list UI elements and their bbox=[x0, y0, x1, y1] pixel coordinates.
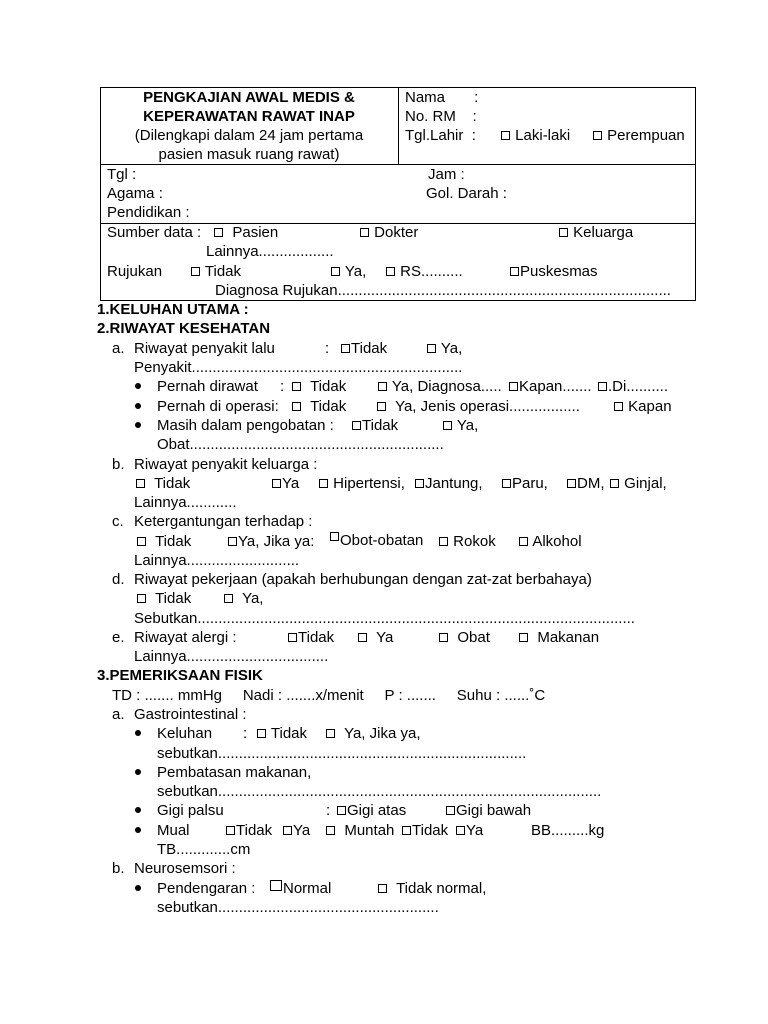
muntah-tidak-checkbox[interactable] bbox=[402, 826, 411, 835]
alkohol-option[interactable]: Alkohol bbox=[519, 533, 582, 551]
normal-checkbox[interactable] bbox=[270, 880, 282, 891]
keluarga-tidak-checkbox[interactable] bbox=[136, 479, 145, 488]
form-title-line2: KEPERAWATAN RAWAT INAP bbox=[143, 108, 355, 125]
alergi-ya-checkbox[interactable] bbox=[358, 633, 367, 642]
mual-ya-option[interactable]: Ya bbox=[283, 822, 310, 840]
mual-tidak-option[interactable]: Tidak bbox=[226, 822, 272, 840]
pekerjaan-tidak-option[interactable]: Tidak bbox=[137, 590, 191, 608]
operasi-kapan-option[interactable]: Kapan bbox=[614, 398, 672, 416]
operasi-ya-checkbox[interactable] bbox=[377, 402, 386, 411]
puskesmas-checkbox[interactable] bbox=[510, 267, 519, 276]
bb-field: BB.........kg bbox=[531, 822, 605, 839]
dokter-checkbox[interactable] bbox=[360, 228, 369, 237]
operasi-ya-option[interactable]: Ya, Jenis operasi................. bbox=[377, 398, 580, 416]
riwayat-pekerjaan-label: Riwayat pekerjaan (apakah berhubungan dengan zat-zat berbahaya) bbox=[134, 571, 592, 588]
dm-option[interactable]: DM, bbox=[567, 475, 605, 493]
dm-checkbox[interactable] bbox=[567, 479, 576, 488]
keluarga-tidak-option[interactable]: Tidak bbox=[136, 475, 190, 493]
rokok-checkbox[interactable] bbox=[439, 537, 448, 546]
paru-checkbox[interactable] bbox=[502, 479, 511, 488]
ketergantungan-label: Ketergantungan terhadap : bbox=[134, 513, 313, 530]
tb-field: TB.............cm bbox=[157, 841, 251, 858]
table-border-right bbox=[695, 87, 696, 301]
pemeriksaan-fisik-heading: 3.PEMERIKSAAN FISIK bbox=[97, 667, 263, 684]
hipertensi-checkbox[interactable] bbox=[319, 479, 328, 488]
keluarga-checkbox[interactable] bbox=[559, 228, 568, 237]
dirawat-ya-checkbox[interactable] bbox=[378, 382, 387, 391]
dirawat-kapan-option[interactable]: Kapan....... bbox=[509, 378, 592, 396]
pendengaran-tidak-normal-option[interactable]: Tidak normal, bbox=[378, 880, 486, 898]
alergi-obat-checkbox[interactable] bbox=[439, 633, 448, 642]
mual-ya-checkbox[interactable] bbox=[283, 826, 292, 835]
gastrointestinal-label: Gastrointestinal : bbox=[134, 706, 247, 723]
alergi-ya-option[interactable]: Ya bbox=[358, 629, 393, 647]
bullet bbox=[135, 403, 141, 409]
gigi-atas-checkbox[interactable] bbox=[337, 806, 346, 815]
alergi-makanan-checkbox[interactable] bbox=[519, 633, 528, 642]
dirawat-tidak-option[interactable]: Tidak bbox=[292, 378, 346, 396]
keluhan-tidak-checkbox[interactable] bbox=[257, 729, 266, 738]
sebutkan-pendengaran: sebutkan..................................................... bbox=[157, 899, 439, 916]
hipertensi-option[interactable]: Hipertensi, bbox=[319, 475, 405, 493]
form-title-line1: PENGKAJIAN AWAL MEDIS & bbox=[143, 89, 355, 106]
penyakit-lalu-ya-checkbox[interactable] bbox=[427, 344, 436, 353]
keluhan-ya-option[interactable]: Ya, Jika ya, bbox=[326, 725, 421, 743]
pernah-operasi-label: Pernah di operasi: bbox=[157, 398, 279, 415]
form-subtitle-line2: pasien masuk ruang rawat) bbox=[158, 146, 340, 163]
rujukan-tidak-option[interactable]: Tidak bbox=[191, 263, 241, 281]
sumber-keluarga-option[interactable]: Keluarga bbox=[559, 224, 633, 242]
bullet bbox=[135, 885, 141, 891]
sebutkan-keluhan: sebutkan.......................................................................... bbox=[157, 745, 527, 762]
mual-tidak-checkbox[interactable] bbox=[226, 826, 235, 835]
keluhan-label: Keluhan bbox=[157, 725, 213, 742]
mual-label: Mual bbox=[157, 822, 190, 839]
sebutkan-pekerjaan: Sebutkan......................................................................................................... bbox=[134, 610, 635, 627]
muntah-ya-option[interactable]: Ya bbox=[456, 822, 483, 840]
bullet bbox=[135, 807, 141, 813]
penyakit-lalu-ya-option[interactable]: Ya, bbox=[427, 340, 462, 358]
sumber-data-label: Sumber data : bbox=[107, 224, 202, 241]
ginjal-checkbox[interactable] bbox=[610, 479, 619, 488]
lainnya-ketergantungan: Lainnya........................... bbox=[134, 552, 300, 569]
vital-signs: TD : ....... mmHg Nadi : .......x/menit P : ....... Suhu : ......˚C bbox=[112, 687, 546, 704]
alergi-tidak-checkbox[interactable] bbox=[288, 633, 297, 642]
item-b-label: b. bbox=[112, 456, 125, 473]
bullet bbox=[135, 422, 141, 428]
muntah-ya-checkbox[interactable] bbox=[456, 826, 465, 835]
dirawat-ya-option[interactable]: Ya, Diagnosa..... bbox=[378, 378, 502, 396]
pengobatan-ya-checkbox[interactable] bbox=[443, 421, 452, 430]
operasi-tidak-checkbox[interactable] bbox=[292, 402, 301, 411]
gigi-palsu-label: Gigi palsu bbox=[157, 802, 224, 819]
obat-obatan-option[interactable]: Obot-obatan bbox=[330, 532, 423, 550]
sebutkan-pembatasan: sebutkan............................................................................................ bbox=[157, 783, 602, 800]
colon: : bbox=[280, 378, 285, 395]
gigi-bawah-option[interactable]: Gigi bawah bbox=[446, 802, 531, 820]
penyakit-lalu-tidak-checkbox[interactable] bbox=[341, 344, 350, 353]
muntah-option[interactable]: Muntah bbox=[326, 822, 394, 840]
muntah-checkbox[interactable] bbox=[326, 826, 335, 835]
ketergantungan-tidak-option[interactable]: Tidak bbox=[137, 533, 191, 551]
bullet bbox=[135, 383, 141, 389]
keluhan-tidak-option[interactable]: Tidak bbox=[257, 725, 307, 743]
riwayat-keluarga-label: Riwayat penyakit keluarga : bbox=[134, 456, 318, 473]
jantung-checkbox[interactable] bbox=[415, 479, 424, 488]
gigi-bawah-checkbox[interactable] bbox=[446, 806, 455, 815]
obat-obatan-checkbox[interactable] bbox=[330, 532, 339, 541]
riwayat-kesehatan-heading: 2.RIWAYAT KESEHATAN bbox=[97, 320, 271, 337]
pengobatan-tidak-checkbox[interactable] bbox=[352, 421, 361, 430]
pekerjaan-ya-option[interactable]: Ya, bbox=[224, 590, 263, 608]
sumber-lainnya: Lainnya.................. bbox=[206, 243, 334, 260]
keluhan-utama-heading: 1.KELUHAN UTAMA : bbox=[97, 301, 249, 318]
tgllahir-label: Tgl.Lahir : bbox=[405, 127, 476, 144]
pendengaran-label: Pendengaran : bbox=[157, 880, 256, 897]
pendidikan-label: Pendidikan : bbox=[107, 204, 190, 221]
rs-checkbox[interactable] bbox=[386, 267, 395, 276]
pengobatan-ya-option[interactable]: Ya, bbox=[443, 417, 478, 435]
paru-option[interactable]: Paru, bbox=[502, 475, 548, 493]
operasi-kapan-checkbox[interactable] bbox=[614, 402, 623, 411]
rujukan-ya-option[interactable]: Ya, bbox=[331, 263, 366, 281]
pernah-dirawat-label: Pernah dirawat bbox=[157, 378, 258, 395]
operasi-tidak-option[interactable]: Tidak bbox=[292, 398, 346, 416]
riwayat-alergi-label: Riwayat alergi : bbox=[134, 629, 237, 646]
pendengaran-normal-option[interactable]: Normal bbox=[270, 880, 331, 898]
item-a-label: a. bbox=[112, 340, 125, 357]
riwayat-penyakit-lalu-label: Riwayat penyakit lalu bbox=[134, 340, 275, 357]
ketergantungan-ya-checkbox[interactable] bbox=[228, 537, 237, 546]
ketergantungan-tidak-checkbox[interactable] bbox=[137, 537, 146, 546]
tidak-normal-checkbox[interactable] bbox=[378, 884, 387, 893]
keluarga-ya-option[interactable]: Ya bbox=[272, 475, 299, 493]
pembatasan-makanan-label: Pembatasan makanan, bbox=[157, 764, 312, 781]
gigi-atas-option[interactable]: Gigi atas bbox=[337, 802, 406, 820]
laki-laki-checkbox[interactable] bbox=[501, 131, 510, 140]
bullet bbox=[135, 827, 141, 833]
item-c-label: c. bbox=[112, 513, 124, 530]
muntah-tidak-option[interactable]: Tidak bbox=[402, 822, 448, 840]
rujukan-puskesmas-option[interactable]: Puskesmas bbox=[510, 263, 598, 281]
tgl-label: Tgl : bbox=[107, 166, 137, 183]
keluhan-ya-checkbox[interactable] bbox=[326, 729, 335, 738]
lainnya-keluarga: Lainnya............ bbox=[134, 494, 237, 511]
item-e-label: e. bbox=[112, 629, 125, 646]
rujukan-tidak-checkbox[interactable] bbox=[191, 267, 200, 276]
goldarah-label: Gol. Darah : bbox=[426, 185, 507, 202]
perempuan-option[interactable]: Perempuan bbox=[593, 127, 685, 145]
item-a-label: a. bbox=[112, 706, 125, 723]
dirawat-di-option[interactable]: .Di.......... bbox=[598, 378, 668, 396]
pekerjaan-tidak-checkbox[interactable] bbox=[137, 594, 146, 603]
jantung-option[interactable]: Jantung, bbox=[415, 475, 483, 493]
rujukan-rs-option[interactable]: RS.......... bbox=[386, 263, 463, 281]
ketergantungan-ya-option[interactable]: Ya, Jika ya: bbox=[228, 533, 314, 551]
dirawat-tidak-checkbox[interactable] bbox=[292, 382, 301, 391]
neurosensori-label: Neurosemsori : bbox=[134, 860, 236, 877]
nama-label: Nama : bbox=[405, 89, 479, 106]
table-header-divider bbox=[398, 87, 399, 165]
alergi-makanan-option[interactable]: Makanan bbox=[519, 629, 599, 647]
colon: : bbox=[325, 340, 330, 357]
laki-laki-option[interactable]: Laki-laki bbox=[501, 127, 570, 145]
bullet bbox=[135, 769, 141, 775]
masih-pengobatan-label: Masih dalam pengobatan : bbox=[157, 417, 334, 434]
rokok-option[interactable]: Rokok bbox=[439, 533, 496, 551]
jam-label: Jam : bbox=[428, 166, 465, 183]
rujukan-ya-checkbox[interactable] bbox=[331, 267, 340, 276]
pekerjaan-ya-checkbox[interactable] bbox=[224, 594, 233, 603]
perempuan-checkbox[interactable] bbox=[593, 131, 602, 140]
colon: : bbox=[243, 725, 248, 742]
penyakit-field: Penyakit................................................................. bbox=[134, 359, 463, 376]
ginjal-option[interactable]: Ginjal, bbox=[610, 475, 667, 493]
keluarga-ya-checkbox[interactable] bbox=[272, 479, 281, 488]
diagnosa-rujukan: Diagnosa Rujukan................................................................................ bbox=[215, 282, 671, 299]
alergi-obat-option[interactable]: Obat bbox=[439, 629, 490, 647]
kapan-checkbox[interactable] bbox=[509, 382, 518, 391]
di-checkbox[interactable] bbox=[598, 382, 607, 391]
colon: : bbox=[326, 802, 331, 819]
sumber-pasien-option[interactable]: Pasien bbox=[214, 224, 278, 242]
pasien-checkbox[interactable] bbox=[214, 228, 223, 237]
agama-label: Agama : bbox=[107, 185, 163, 202]
penyakit-lalu-tidak-option[interactable]: Tidak bbox=[341, 340, 387, 358]
obat-field: Obat............................................................. bbox=[157, 436, 444, 453]
bullet bbox=[135, 730, 141, 736]
form-subtitle-line1: (Dilengkapi dalam 24 jam pertama bbox=[134, 127, 364, 144]
norm-label: No. RM : bbox=[405, 108, 477, 125]
sumber-dokter-option[interactable]: Dokter bbox=[360, 224, 418, 242]
pengobatan-tidak-option[interactable]: Tidak bbox=[352, 417, 398, 435]
rujukan-label: Rujukan bbox=[107, 263, 163, 280]
item-b-label: b. bbox=[112, 860, 125, 877]
lainnya-alergi: Lainnya.................................. bbox=[134, 648, 329, 665]
alkohol-checkbox[interactable] bbox=[519, 537, 528, 546]
alergi-tidak-option[interactable]: Tidak bbox=[288, 629, 334, 647]
item-d-label: d. bbox=[112, 571, 125, 588]
